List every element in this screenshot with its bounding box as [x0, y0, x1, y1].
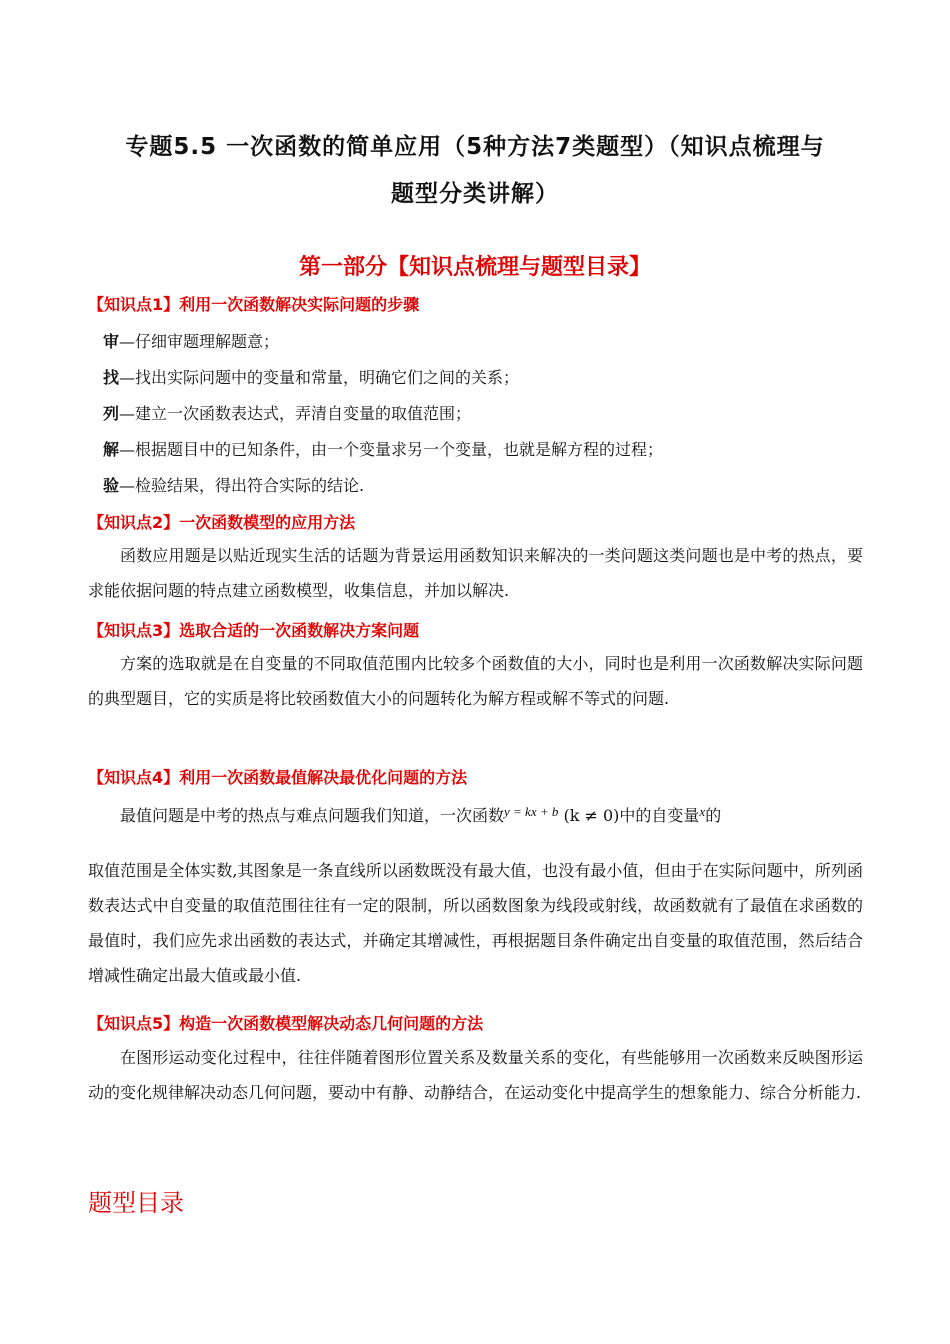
step-key: 审: [103, 332, 120, 351]
kp1-step: [103, 401, 471, 424]
kp3-heading: 【知识点3】选取合适的一次函数解决方案问题: [88, 621, 420, 640]
kp1-step: [103, 437, 663, 460]
step-text: —找出实际问题中的变量和常量，明确它们之间的关系；: [119, 368, 520, 387]
kp4-line-middle: 中的自变量: [619, 806, 700, 825]
step-key: 列: [103, 404, 120, 423]
step-text: —建立一次函数表达式，弄清自变量的取值范围；: [119, 404, 472, 423]
kp4-paragraph: 取值范围是全体实数,其图象是一条直线所以函数既没有最大值，也没有最小值，但由于在实际问题中，所列函数表达式中自变量的取值范围往往有一定的限制，所以函数图象为线段或射线，故函数就有了最值在求函数的最值时，我们应先求出函数的表达式，并确定其增减性，再根据题目条件确定出自变量的取值范围，然后结合增减性确定出最大值或最小值.: [88, 861, 863, 985]
kp4-first-line: [88, 803, 863, 826]
step-text: —检验结果，得出符合实际的结论.: [119, 476, 365, 495]
kp4-line-suffix: 的: [705, 806, 722, 825]
document-title-line-2: 题型分类讲解）: [391, 181, 559, 207]
kp2-heading: 【知识点2】一次函数模型的应用方法: [88, 513, 356, 532]
step-text: —根据题目中的已知条件，由一个变量求另一个变量，也就是解方程的过程；: [119, 440, 664, 459]
kp5-paragraph: 在图形运动变化过程中，往往伴随着图形位置关系及数量关系的变化，有些能够用一次函数来反映图形运动的变化规律解决动态几何问题，要动中有静、动静结合，在运动变化中提高学生的想象能力、综合分析能力.: [88, 1048, 863, 1102]
kp4-line-prefix: 最值问题是中考的热点与难点问题我们知道，一次函数: [120, 806, 505, 825]
kp1-heading: 【知识点1】利用一次函数解决实际问题的步骤: [88, 295, 420, 314]
step-key: 解: [103, 440, 120, 459]
kp3-paragraph: 方案的选取就是在自变量的不同取值范围内比较多个函数值的大小，同时也是利用一次函数解决实际问题的典型题目，它的实质是将比较函数值大小的问题转化为解方程或解不等式的问题.: [88, 654, 863, 708]
linear-function-formula: y = kx + b: [504, 804, 559, 819]
step-key: 找: [103, 368, 120, 387]
kp1-step: [103, 365, 519, 388]
kp5-heading: 【知识点5】构造一次函数模型解决动态几何问题的方法: [88, 1014, 484, 1033]
variable-x: x: [699, 804, 706, 819]
question-type-catalog-title: 题型目录: [88, 1189, 184, 1217]
part-heading: 第一部分【知识点梳理与题型目录】: [298, 255, 651, 280]
document-title-line-1: 专题5.5 一次函数的简单应用（5种方法7类题型）（知识点梳理与: [125, 134, 825, 160]
kp2-paragraph: 函数应用题是以贴近现实生活的话题为背景运用函数知识来解决的一类问题这类问题也是中考的热点，要求能依据问题的特点建立函数模型，收集信息，并加以解决.: [88, 546, 863, 600]
formula-condition: (k ≠ 0): [563, 806, 620, 825]
kp1-step: [103, 329, 279, 352]
step-key: 验: [103, 476, 120, 495]
step-text: —仔细审题理解题意；: [119, 332, 280, 351]
kp4-heading: 【知识点4】利用一次函数最值解决最优化问题的方法: [88, 768, 468, 787]
kp1-step: [103, 473, 364, 496]
